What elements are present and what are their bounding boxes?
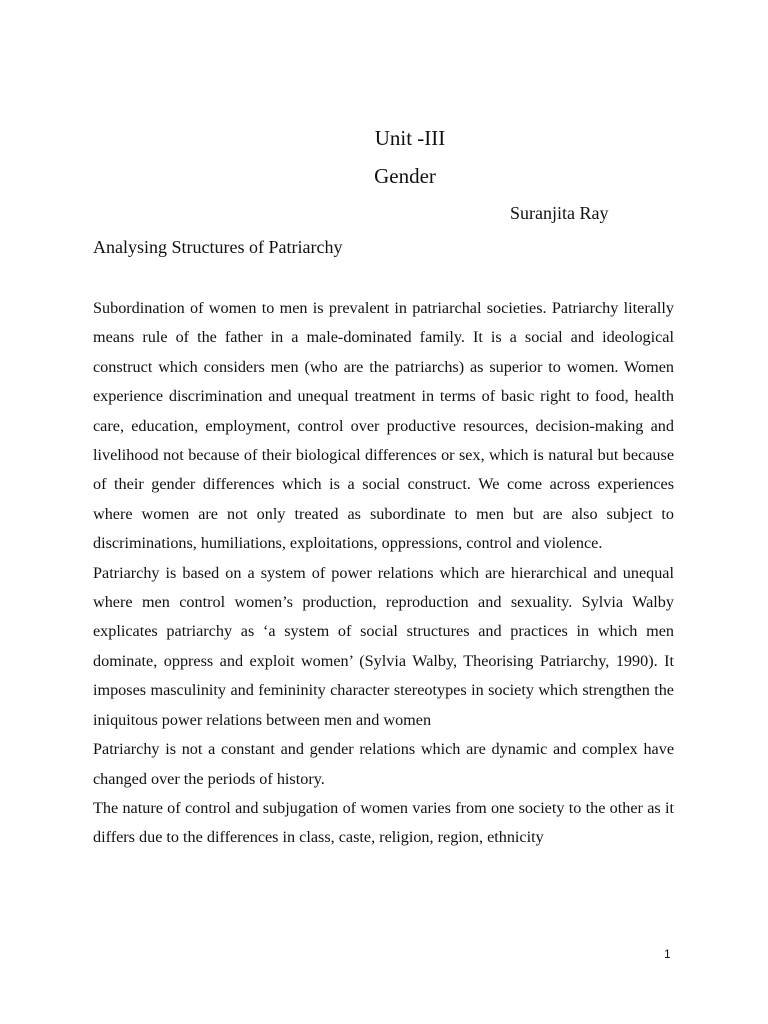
paragraph: The nature of control and subjugation of women varies from one society to the other as it differs due to the differences in class, caste, religion, region, ethnicity: [93, 798, 674, 847]
author-name: Suranjita Ray: [510, 203, 609, 223]
document-title: Gender: [374, 164, 436, 188]
paragraph: Patriarchy is based on a system of power relations which are hierarchical and unequal where men control women’s production, reproduction and sexuality. Sylvia Walby explicates patriarchy as ‘a system of social structures and practices in which men dominate, oppress and exploit women’ (Sylvia Walby, Theorising Patriarchy, 1990). It imposes masculinity and femininity character stereotypes in society which strengthen the iniquitous power relations between men and women: [93, 563, 674, 729]
unit-title: Unit -III: [374, 126, 446, 150]
paragraph: Subordination of women to men is prevalent in patriarchal societies. Patriarchy literally means rule of the father in a male-dominated family. It is a social and ideological construct which considers men (who are the patriarchs) as superior to women. Women experience discrimination and unequal treatment in terms of basic right to food, health care, education, employment, control over productive resources, decision-making and livelihood not because of their biological differences or sex, which is natural but because of their gender differences which is a social construct. We come across experiences where women are not only treated as subordinate to men but are also subject to discriminations, humiliations, exploitations, oppressions, control and violence.: [93, 299, 674, 553]
page-number: 1: [664, 947, 671, 961]
body-text: [93, 294, 674, 853]
paragraph: Patriarchy is not a constant and gender relations which are dynamic and complex have changed over the periods of history.: [93, 740, 674, 788]
section-heading: Analysing Structures of Patriarchy: [93, 237, 343, 257]
